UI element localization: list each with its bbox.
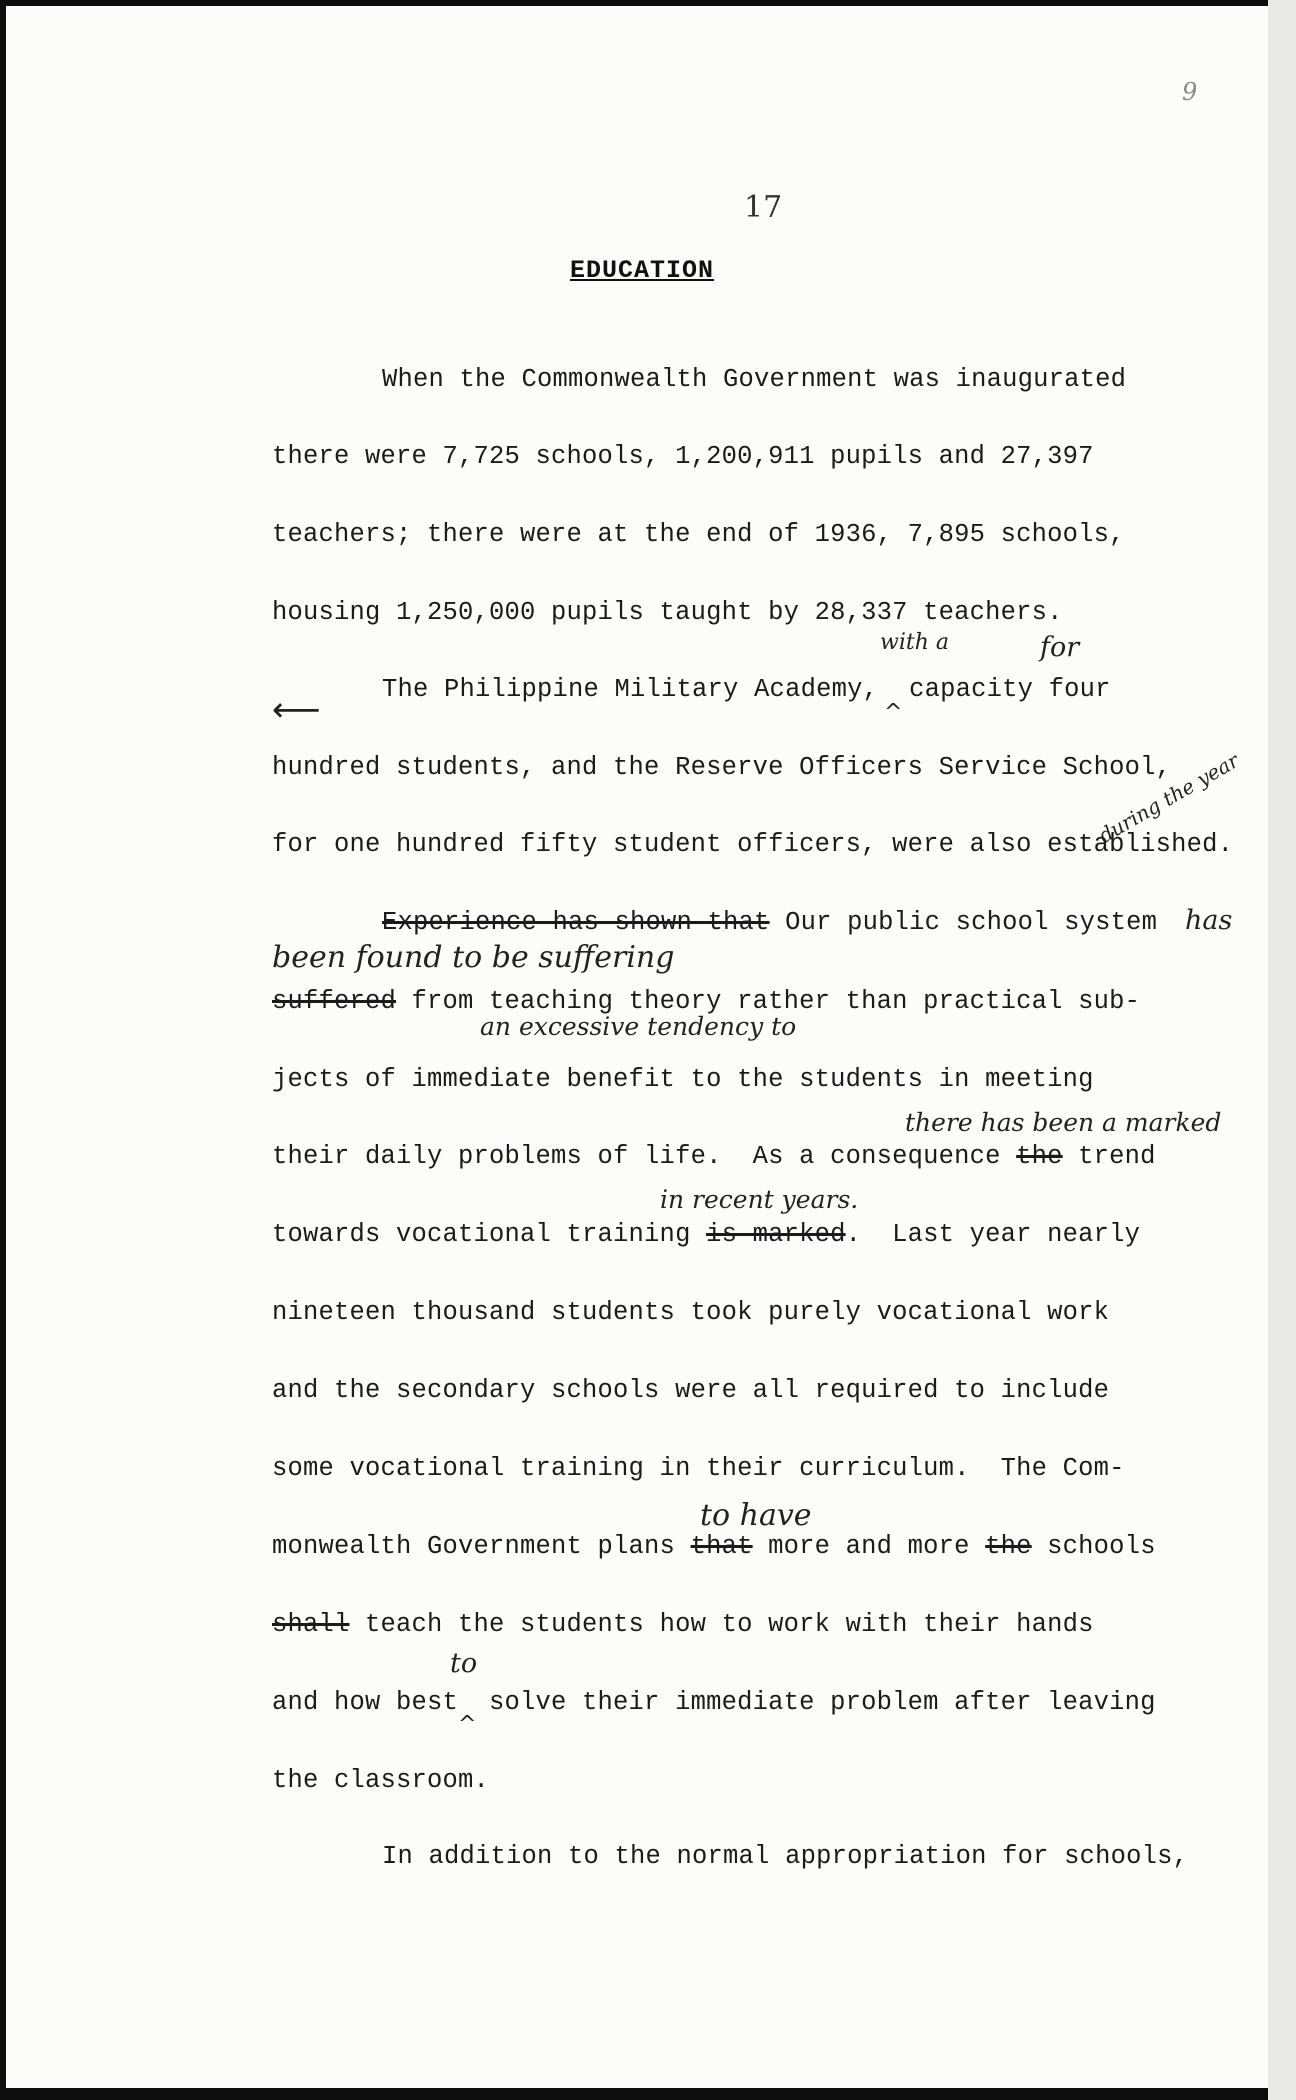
text-line — [272, 1610, 1094, 1639]
text-line: jects of immediate benefit to the students in meeting — [272, 1065, 1094, 1094]
struck-text: the — [1016, 1142, 1063, 1171]
handwritten-insertion: during the year — [1094, 748, 1243, 848]
handwritten-insertion: there has been a marked — [905, 1108, 1222, 1137]
handwritten-insertion: to have — [700, 1498, 812, 1533]
text-line: When the Commonwealth Government was inaugurated — [382, 365, 1127, 394]
text-segment: schools — [1031, 1532, 1156, 1561]
handwritten-insertion: been found to be suffering — [272, 940, 675, 975]
text-segment: teach the students how to work with their hands — [349, 1610, 1094, 1639]
text-line: there were 7,725 schools, 1,200,911 pupils and 27,397 — [272, 442, 1094, 471]
text-line: The Philippine Military Academy, capacity four — [382, 675, 1111, 704]
scan-edge — [1268, 0, 1296, 2100]
page-number: 9 — [1182, 78, 1198, 106]
text-segment: from teaching theory rather than practical sub- — [396, 987, 1141, 1016]
text-line: for one hundred fifty student officers, were also established. — [272, 830, 1234, 859]
text-line: and how best solve their immediate problem after leaving — [272, 1688, 1156, 1717]
struck-text: is marked — [706, 1220, 846, 1249]
struck-text: shall — [272, 1610, 350, 1639]
handwritten-insertion: has — [1185, 905, 1233, 936]
top-handwritten-mark: 17 — [744, 190, 783, 225]
text-line: some vocational training in their curriculum. The Com- — [272, 1454, 1125, 1483]
text-line — [272, 1532, 1156, 1561]
text-segment: their daily problems of life. As a consequence — [272, 1142, 1001, 1171]
handwritten-insertion: for — [1040, 632, 1080, 663]
text-line: the classroom. — [272, 1766, 490, 1795]
text-segment: monwealth Government plans — [272, 1532, 676, 1561]
handwritten-insertion: to — [450, 1648, 478, 1679]
text-line: teachers; there were at the end of 1936, 7,895 schools, — [272, 520, 1125, 549]
caret-mark: ^ — [458, 1712, 477, 1737]
struck-text: the — [985, 1532, 1032, 1561]
document-page — [6, 6, 1278, 2088]
text-segment: Our public school system — [769, 908, 1158, 937]
text-line: In addition to the normal appropriation for schools, — [382, 1842, 1189, 1871]
text-line: hundred students, and the Reserve Officers Service School, — [272, 753, 1172, 782]
handwritten-insertion: in recent years. — [660, 1185, 859, 1214]
text-line: housing 1,250,000 pupils taught by 28,337 teachers. — [272, 598, 1063, 627]
caret-mark: ^ — [884, 700, 903, 725]
text-line — [382, 908, 1157, 937]
text-segment: towards vocational training — [272, 1220, 691, 1249]
handwritten-insertion: an excessive tendency to — [480, 1012, 797, 1041]
text-segment: more and more — [752, 1532, 986, 1561]
text-segment: trend — [1062, 1142, 1156, 1171]
text-line — [272, 1220, 1140, 1249]
handwritten-insertion: with a — [880, 630, 949, 655]
text-line: and the secondary schools were all required to include — [272, 1376, 1110, 1405]
left-arrow-icon: ⟵ — [272, 690, 321, 730]
document-title: EDUCATION — [570, 256, 715, 285]
struck-text: Experience has shown that — [382, 908, 770, 937]
text-segment: . Last year nearly — [845, 1220, 1141, 1249]
text-line: nineteen thousand students took purely vocational work — [272, 1298, 1110, 1327]
text-line — [272, 1142, 1156, 1171]
struck-text: suffered — [272, 987, 397, 1016]
struck-text: that — [690, 1532, 753, 1561]
